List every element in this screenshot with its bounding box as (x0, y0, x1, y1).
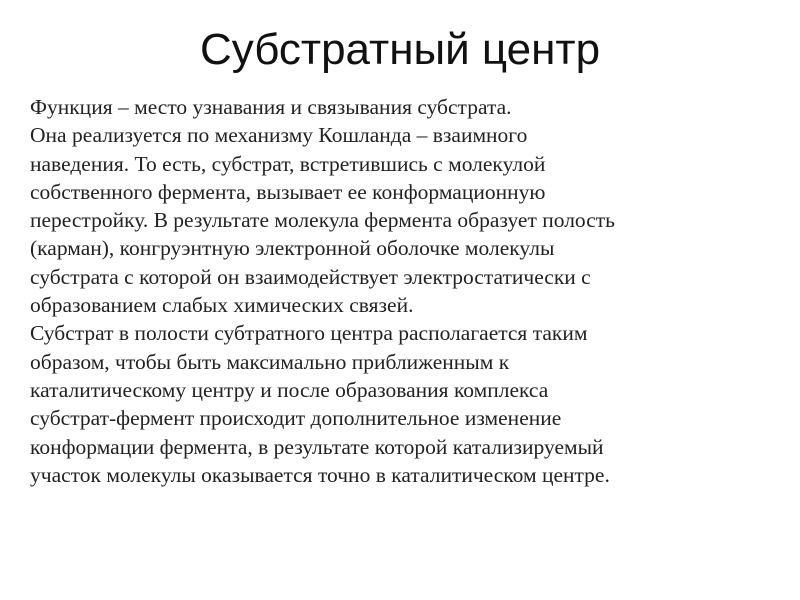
body-line: собственного фермента, вызывает ее конформационную (30, 179, 546, 204)
slide-title: Субстратный центр (199, 25, 601, 74)
body-line: образованием слабых химических связей. (30, 293, 414, 318)
body-line: каталитическому центру и после образования комплекса (30, 377, 549, 402)
body-line: наведения. То есть, субстрат, встретившись с молекулой (30, 151, 546, 176)
body-line: участок молекулы оказывается точно в каталитическом центре. (30, 462, 610, 487)
body-line: (карман), конгруэнтную электронной оболочке молекулы (30, 236, 555, 261)
body-line: конформации фермента, в результате которой катализируемый (30, 434, 604, 459)
body-line: субстрата с которой он взаимодействует электростатически с (30, 264, 591, 289)
body-line: субстрат-фермент происходит дополнительное изменение (30, 406, 562, 431)
body-line: перестройку. В результате молекула фермента образует полость (30, 208, 615, 233)
body-line: Она реализуется по механизму Кошланда – взаимного (30, 123, 528, 148)
body-line: образом, чтобы быть максимально приближенным к (30, 349, 510, 374)
slide-body (30, 93, 790, 489)
body-line: Функция – место узнавания и связывания субстрата. (30, 95, 512, 119)
body-line: Субстрат в полости субтратного центра располагается таким (30, 321, 588, 346)
